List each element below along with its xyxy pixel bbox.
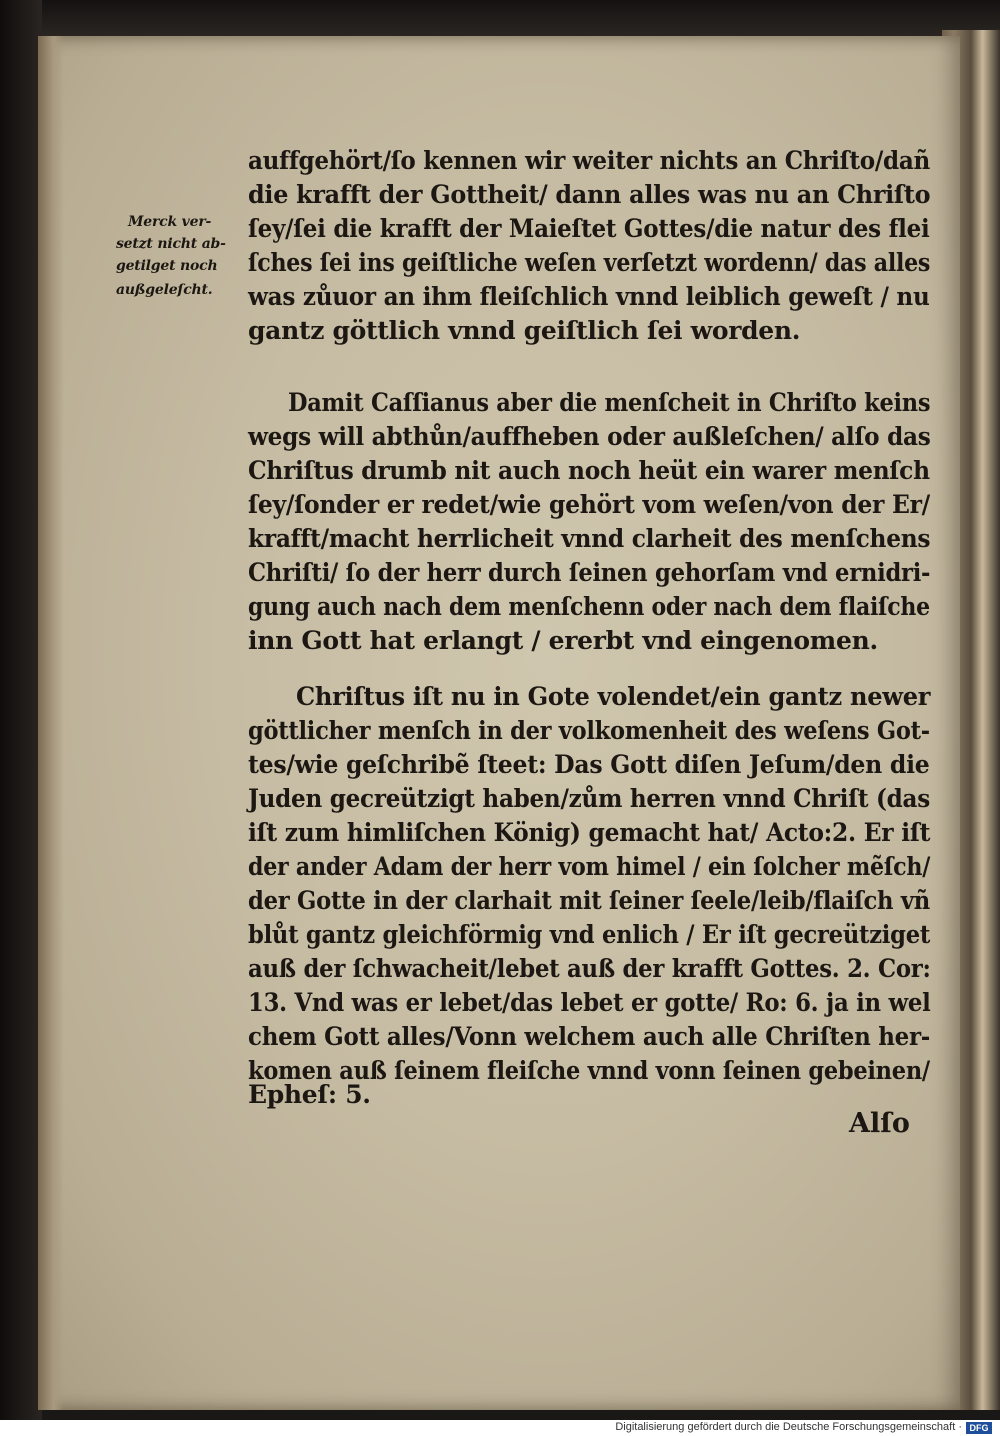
text-line: der ander Adam der herr vom himel / ein ſolcher mẽſch/ [248, 852, 931, 881]
text-line: iſt zum himliſchen König) gemacht hat/ Acto:2. Er iſt [248, 818, 931, 847]
text-line: auß der ſchwacheit/lebet auß der krafft Gottes. 2. Cor: [248, 954, 931, 983]
margin-note-line: außgeleſcht. [116, 282, 213, 298]
text-line: blůt gantz gleichförmig vnd enlich / Er iſt gecreütziget [248, 920, 931, 949]
page-gutter [38, 36, 64, 1410]
text-line: gantz göttlich vnnd geiſtlich ſei worden. [248, 316, 801, 345]
margin-note-line: getilget noch [116, 258, 218, 274]
text-line: gung auch nach dem menſchenn oder nach dem flaiſche [248, 592, 930, 621]
text-line: Chriſti/ ſo der herr durch ſeinen gehorſam vnd ernidri- [248, 558, 931, 587]
text-line: 13. Vnd was er lebet/das lebet er gotte/ Ro: 6. ja in wel [248, 988, 931, 1017]
text-line: göttlicher menſch in der volkomenheit des weſens Got- [248, 716, 930, 745]
text-line: auffgehört/ſo kennen wir weiter nichts an Chriſto/dañ [248, 146, 931, 175]
text-line: wegs will abthůn/auffheben oder außleſchen/ alſo das [248, 422, 931, 451]
text-line: ſey/ſei die krafft der Maieſtet Gottes/die natur des flei [248, 214, 930, 243]
text-line: Chriſtus iſt nu in Gote volendet/ein gantz newer [296, 682, 931, 711]
text-line: was zůuor an ihm fleiſchlich vnnd leiblich geweſt / nu [248, 282, 930, 311]
catchword: Alſo [849, 1108, 910, 1139]
text-line: krafft/macht herrlicheit vnnd clarheit des menſchens [248, 524, 931, 553]
text-line: Juden gecreützigt haben/zům herren vnnd Chriſt (das [248, 784, 930, 813]
footer-attribution: Digitalisierung gefördert durch die Deutsche Forschungsgemeinschaft · [615, 1421, 962, 1433]
text-line: Damit Caſſianus aber die menſcheit in Chriſto keins [288, 388, 931, 417]
text-line: ſey/ſonder er redet/wie gehört vom weſen/von der Er/ [248, 490, 930, 519]
scan-top-background [0, 0, 1000, 38]
text-line: chem Gott alles/Vonn welchem auch alle Chriſten her- [248, 1022, 931, 1051]
text-line: inn Gott hat erlangt / ererbt vnd eingenomen. [248, 626, 878, 655]
text-line: Chriſtus drumb nit auch noch heüt ein warer menſch [248, 456, 930, 485]
text-line: komen auß ſeinem fleiſche vnnd vonn ſeinen gebeinen/ [248, 1056, 930, 1085]
margin-note-line: Merck ver- [128, 214, 212, 230]
text-line: tes/wie geſchribẽ ſteet: Das Gott diſen Jeſum/den die [248, 750, 930, 779]
margin-note-line: setzt nicht ab- [116, 236, 226, 252]
text-line: Epheſ: 5. [248, 1080, 371, 1109]
text-line: die krafft der Gottheit/ dann alles was nu an Chriſto [248, 180, 931, 209]
dfg-logo: DFG [966, 1422, 992, 1434]
text-line: ſches ſei ins geiſtliche weſen verſetzt wordenn/ das alles [248, 248, 931, 277]
scan-left-background [0, 0, 42, 1420]
text-line: der Gotte in der clarhait mit ſeiner ſeele/leib/flaiſch vñ [248, 886, 930, 915]
